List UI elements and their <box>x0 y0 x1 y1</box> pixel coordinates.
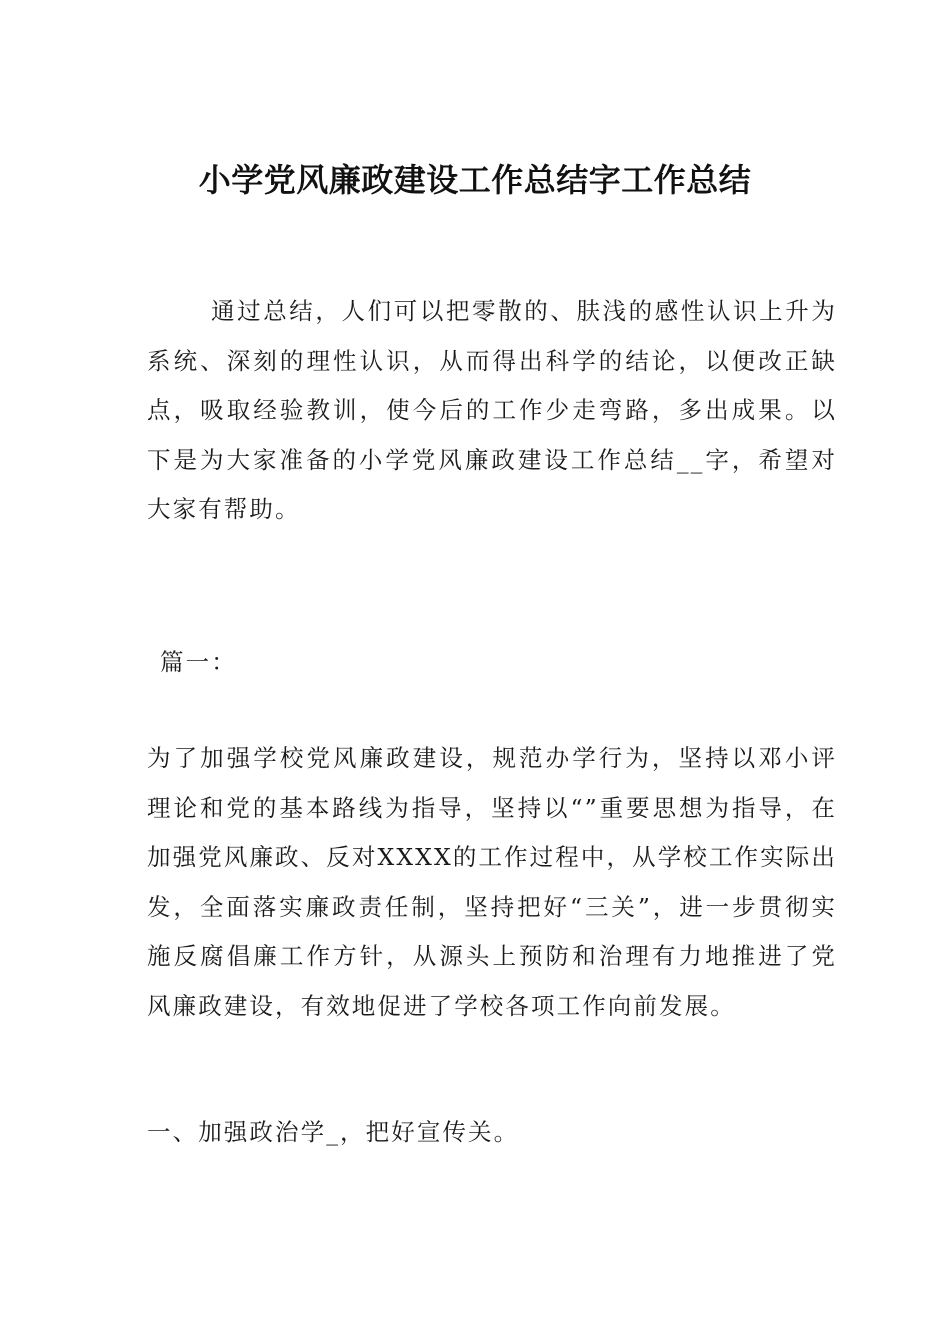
body-paragraph: 为了加强学校党风廉政建设，规范办学行为，坚持以邓小评理论和党的基本路线为指导，坚持以“”重要思想为指导，在加强党风廉政、反对XXXX的工作过程中，从学校工作实际出发，全面落实廉政责任制，坚持把好“三关”，进一步贯彻实施反腐倡廉工作方针，从源头上预防和治理有力地推进了党风廉政建设，有效地促进了学校各项工作向前发展。 <box>147 744 837 1020</box>
section-label: 篇一： <box>160 648 237 676</box>
intro-paragraph: 通过总结，人们可以把零散的、肤浅的感性认识上升为系统、深刻的理性认识，从而得出科学的结论，以便改正缺点，吸取经验教训，使今后的工作少走弯路，多出成果。以下是为大家准备的小学党风廉政建设工作总结__字，希望对大家有帮助。 <box>147 297 837 523</box>
section-heading: 一、加强政治学_，把好宣传关。 <box>147 1118 520 1146</box>
document-title: 小学党风廉政建设工作总结字工作总结 <box>198 161 752 199</box>
